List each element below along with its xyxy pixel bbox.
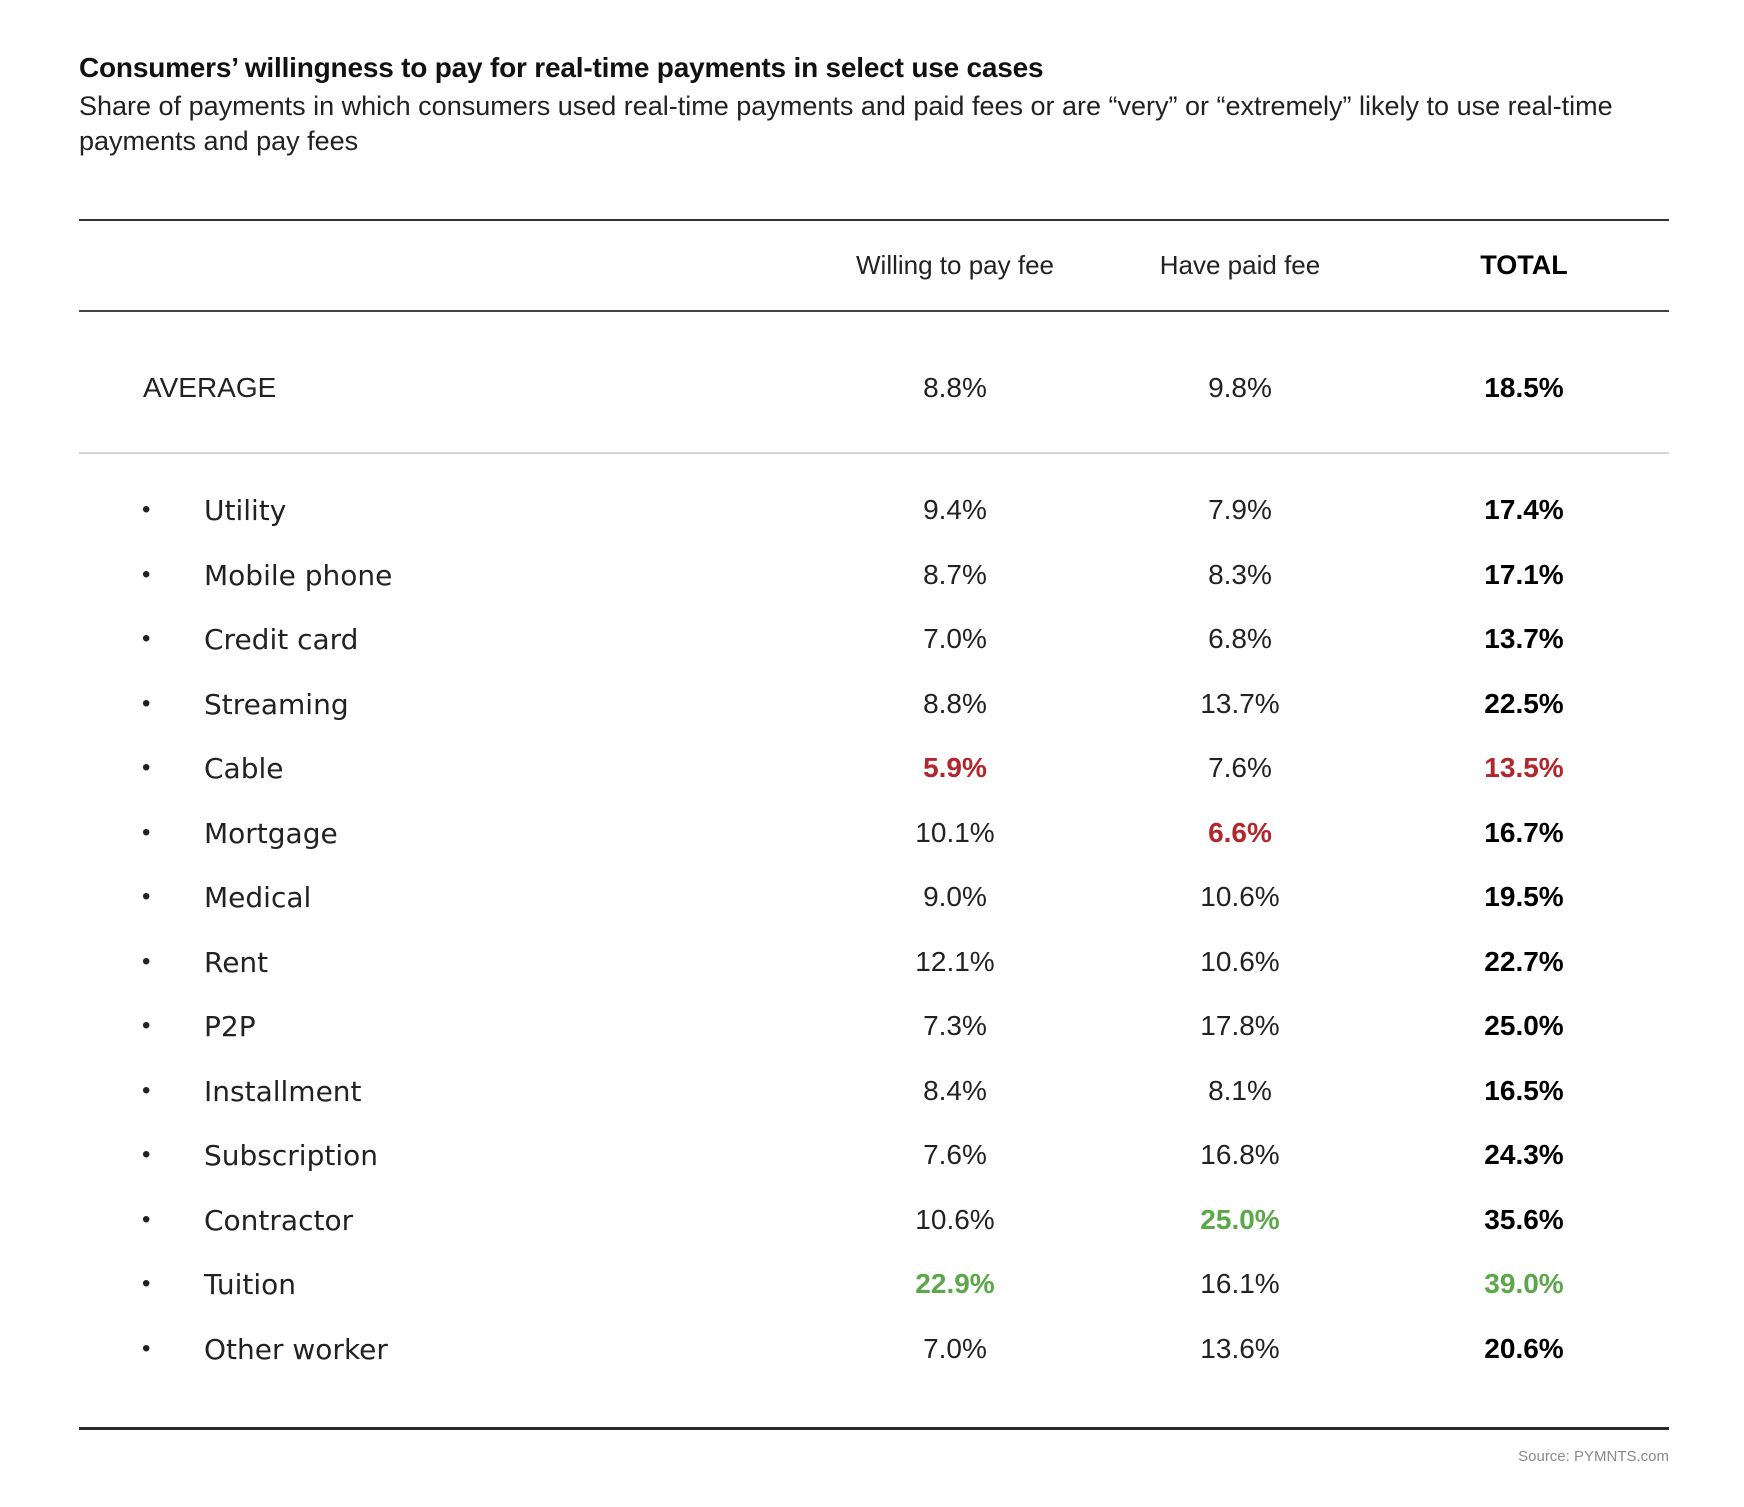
bullet-icon: • — [142, 947, 151, 975]
cell-total: 20.6% — [1484, 1332, 1564, 1364]
cell-total: 16.7% — [1484, 816, 1564, 848]
cell-paid: 25.0% — [1200, 1203, 1280, 1235]
header-rule — [79, 310, 1669, 312]
cell-total: 24.3% — [1484, 1139, 1564, 1170]
table-row — [0, 1010, 1744, 1075]
cell-willing: 7.0% — [923, 1332, 987, 1364]
row-label: Mortgage — [204, 816, 338, 850]
bullet-icon: • — [142, 818, 151, 846]
cell-willing: 7.3% — [923, 1010, 987, 1041]
bullet-icon: • — [142, 1270, 151, 1297]
table-row — [0, 688, 1744, 753]
bullet-icon: • — [142, 754, 151, 781]
cell-willing: 5.9% — [923, 752, 987, 783]
table-row — [0, 817, 1744, 882]
cell-paid: 8.3% — [1208, 558, 1272, 590]
table-row — [0, 559, 1744, 624]
top-rule — [79, 219, 1669, 221]
cell-paid: 13.7% — [1200, 687, 1280, 719]
column-header-willing-to-pay-fee: Willing to pay fee — [856, 250, 1054, 280]
cell-paid: 10.6% — [1200, 945, 1280, 977]
table-row — [0, 752, 1744, 817]
bullet-icon: • — [142, 1334, 151, 1362]
cell-willing: 10.6% — [915, 1203, 995, 1235]
cell-total: 13.5% — [1484, 752, 1564, 783]
cell-willing: 8.8% — [923, 687, 987, 719]
cell-total: 22.7% — [1484, 945, 1564, 977]
table-row — [0, 494, 1744, 559]
cell-total: 17.1% — [1484, 558, 1564, 590]
cell-willing: 9.0% — [923, 881, 987, 912]
table-row — [0, 623, 1744, 688]
cell-total: 35.6% — [1484, 1203, 1564, 1235]
cell-paid: 7.6% — [1208, 752, 1272, 783]
row-label: P2P — [204, 1010, 256, 1043]
bullet-icon: • — [142, 1205, 151, 1233]
cell-willing: 22.9% — [915, 1268, 995, 1299]
table-row — [0, 1075, 1744, 1140]
cell-total: 25.0% — [1484, 1010, 1564, 1041]
chart-subtitle: Share of payments in which consumers used real-time payments and paid fees or are “very” or “extremely” likely to use real-time payments and pay fees — [79, 91, 1613, 156]
bottom-rule — [79, 1427, 1669, 1430]
row-label: Subscription — [204, 1139, 378, 1172]
average-rule — [79, 452, 1669, 454]
table-row — [0, 881, 1744, 946]
average-total-value: 18.5% — [1484, 372, 1564, 403]
average-row — [0, 372, 1744, 412]
cell-paid: 10.6% — [1200, 881, 1280, 912]
row-label: Other worker — [204, 1332, 388, 1366]
cell-paid: 17.8% — [1200, 1010, 1280, 1041]
average-paid-value: 9.8% — [1208, 372, 1272, 403]
cell-paid: 6.8% — [1208, 623, 1272, 654]
row-label: Installment — [204, 1074, 362, 1108]
average-label: AVERAGE — [143, 372, 277, 403]
cell-willing: 10.1% — [915, 816, 995, 848]
cell-willing: 12.1% — [915, 945, 995, 977]
cell-paid: 13.6% — [1200, 1332, 1280, 1364]
bullet-icon: • — [142, 1012, 151, 1039]
row-label: Rent — [204, 945, 269, 979]
row-label: Utility — [204, 494, 287, 527]
cell-total: 16.5% — [1484, 1074, 1564, 1106]
row-label: Tuition — [204, 1268, 297, 1301]
cell-willing: 7.0% — [923, 623, 987, 654]
cell-paid: 16.8% — [1200, 1139, 1280, 1170]
cell-paid: 16.1% — [1200, 1268, 1280, 1299]
bullet-icon: • — [142, 883, 151, 910]
average-willing-value: 8.8% — [923, 372, 987, 403]
row-label: Mobile phone — [204, 558, 393, 592]
bullet-icon: • — [142, 689, 151, 717]
cell-total: 17.4% — [1484, 494, 1564, 525]
bullet-icon: • — [142, 1141, 151, 1168]
source-note: Source: PYMNTS.com — [1518, 1448, 1669, 1465]
table-row — [0, 946, 1744, 1011]
cell-paid: 6.6% — [1208, 816, 1272, 848]
cell-paid: 8.1% — [1208, 1074, 1272, 1106]
bullet-icon: • — [142, 1076, 151, 1104]
row-label: Credit card — [204, 623, 359, 656]
row-label: Medical — [204, 881, 312, 914]
bullet-icon: • — [142, 496, 151, 523]
cell-total: 13.7% — [1484, 623, 1564, 654]
cell-willing: 8.7% — [923, 558, 987, 590]
use-case-rows — [0, 494, 1744, 1397]
column-header-total: TOTAL — [1480, 250, 1568, 280]
cell-willing: 7.6% — [923, 1139, 987, 1170]
bullet-icon: • — [142, 625, 151, 652]
cell-total: 39.0% — [1484, 1268, 1564, 1299]
cell-total: 19.5% — [1484, 881, 1564, 912]
bullet-icon: • — [142, 560, 151, 588]
table-row — [0, 1268, 1744, 1333]
table-row — [0, 1204, 1744, 1269]
row-label: Streaming — [204, 687, 349, 721]
row-label: Contractor — [204, 1203, 354, 1237]
cell-total: 22.5% — [1484, 687, 1564, 719]
chart-title: Consumers’ willingness to pay for real-time payments in select use cases — [79, 52, 1044, 83]
table-row — [0, 1333, 1744, 1398]
cell-willing: 8.4% — [923, 1074, 987, 1106]
cell-willing: 9.4% — [923, 494, 987, 525]
table-row — [0, 1139, 1744, 1204]
row-label: Cable — [204, 752, 284, 785]
cell-paid: 7.9% — [1208, 494, 1272, 525]
column-header-have-paid-fee: Have paid fee — [1159, 250, 1321, 280]
